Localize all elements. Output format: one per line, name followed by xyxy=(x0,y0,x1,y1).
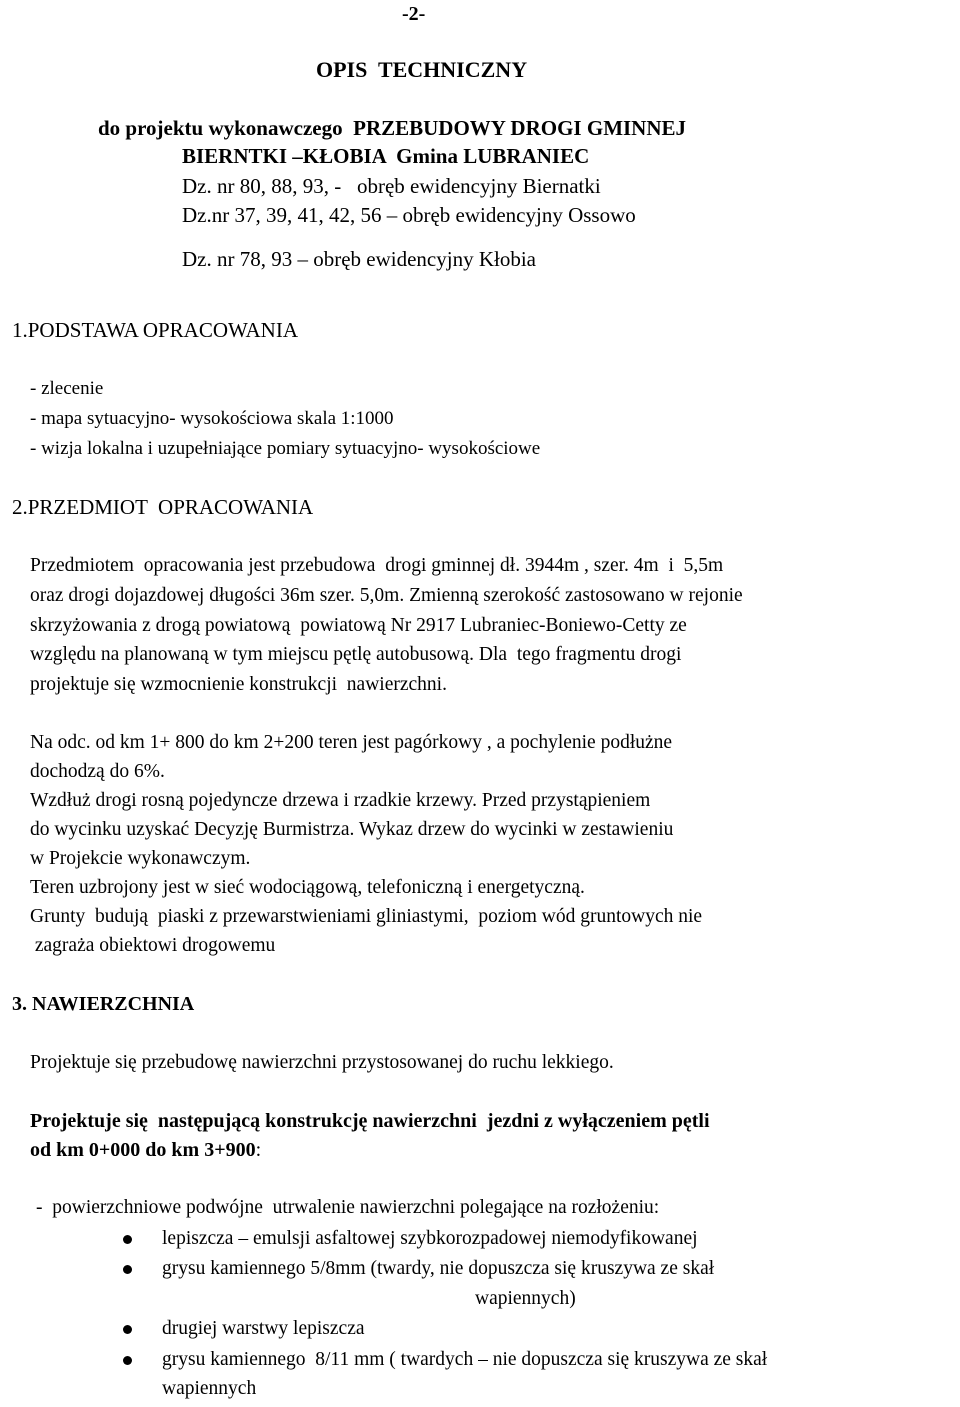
section1-item: - zlecenie xyxy=(30,378,104,399)
bullet-item: drugiej warstwy lepiszcza xyxy=(162,1318,365,1339)
section2-line: oraz drogi dojazdowej długości 36m szer. 5,0m. Zmienną szerokość zastosowano w rejonie xyxy=(30,585,743,606)
section2-line: skrzyżowania z drogą powiatową powiatową Nr 2917 Lubraniec-Boniewo-Cetty ze xyxy=(30,615,687,636)
section3-construction-heading: Projektuje się następującą konstrukcję nawierzchni jezdni z wyłączeniem pętli xyxy=(30,1110,710,1132)
bullet-item-continuation: wapiennych xyxy=(162,1378,257,1399)
section3-intro: Projektuje się przebudowę nawierzchni przystosowanej do ruchu lekkiego. xyxy=(30,1052,614,1073)
section2-line: Teren uzbrojony jest w sieć wodociągową, telefoniczną i energetyczną. xyxy=(30,877,585,898)
section3-dash-item: - powierzchniowe podwójne utrwalenie nawierzchni polegające na rozłożeniu: xyxy=(36,1197,660,1218)
page-number: -2- xyxy=(402,3,426,25)
section2-line: w Projekcie wykonawczym. xyxy=(30,848,251,869)
section2-line: Wzdłuż drogi rosną pojedyncze drzewa i rzadkie krzewy. Przed przystąpieniem xyxy=(30,790,651,811)
project-subtitle-line4: Dz.nr 37, 39, 41, 42, 56 – obręb ewidencyjny Ossowo xyxy=(182,203,636,227)
section3-construction-range-colon: : xyxy=(255,1139,262,1161)
bullet-icon xyxy=(123,1325,132,1334)
section2-line: Przedmiotem opracowania jest przebudowa drogi gminnej dł. 3944m , szer. 4m i 5,5m xyxy=(30,555,724,576)
section3-construction-range-text: od km 0+000 do km 3+900 xyxy=(30,1139,256,1161)
section2-line: do wycinku uzyskać Decyzję Burmistrza. Wykaz drzew do wycinki w zestawieniu xyxy=(30,819,674,840)
project-subtitle-line5: Dz. nr 78, 93 – obręb ewidencyjny Kłobia xyxy=(182,247,536,271)
bullet-icon xyxy=(123,1265,132,1274)
section2-line: projektuje się wzmocnienie konstrukcji nawierzchni. xyxy=(30,674,447,695)
bullet-item: grysu kamiennego 5/8mm (twardy, nie dopuszcza się kruszywa ze skał xyxy=(162,1258,715,1279)
section2-heading: 2.PRZEDMIOT OPRACOWANIA xyxy=(12,495,314,519)
section2-line: zagraża obiektowi drogowemu xyxy=(30,935,276,956)
document-title: OPIS TECHNICZNY xyxy=(316,57,528,82)
project-subtitle-line2: BIERNTKI –KŁOBIA Gmina LUBRANIEC xyxy=(182,144,590,168)
bullet-item: grysu kamiennego 8/11 mm ( twardych – nie dopuszcza się kruszywa ze skał xyxy=(162,1349,768,1370)
section3-construction-range xyxy=(30,1140,261,1160)
project-subtitle-line3: Dz. nr 80, 88, 93, - obręb ewidencyjny Biernatki xyxy=(182,174,601,198)
bullet-item-continuation: wapiennych) xyxy=(475,1288,576,1309)
bullet-icon xyxy=(123,1235,132,1244)
section1-heading: 1.PODSTAWA OPRACOWANIA xyxy=(12,318,298,342)
project-subtitle-line1: do projektu wykonawczego PRZEBUDOWY DROGI GMINNEJ xyxy=(98,116,687,140)
section1-item: - mapa sytuacyjno- wysokościowa skala 1:1000 xyxy=(30,408,394,429)
section3-heading: 3. NAWIERZCHNIA xyxy=(12,993,195,1015)
section2-line: względu na planowaną w tym miejscu pętlę autobusową. Dla tego fragmentu drogi xyxy=(30,644,682,665)
section2-line: Grunty budują piaski z przewarstwieniami gliniastymi, poziom wód gruntowych nie xyxy=(30,906,703,927)
section2-line: dochodzą do 6%. xyxy=(30,761,165,782)
bullet-icon xyxy=(123,1356,132,1365)
section1-item: - wizja lokalna i uzupełniające pomiary sytuacyjno- wysokościowe xyxy=(30,438,541,459)
bullet-item: lepiszcza – emulsji asfaltowej szybkorozpadowej niemodyfikowanej xyxy=(162,1228,698,1249)
section2-line: Na odc. od km 1+ 800 do km 2+200 teren jest pagórkowy , a pochylenie podłużne xyxy=(30,732,673,753)
